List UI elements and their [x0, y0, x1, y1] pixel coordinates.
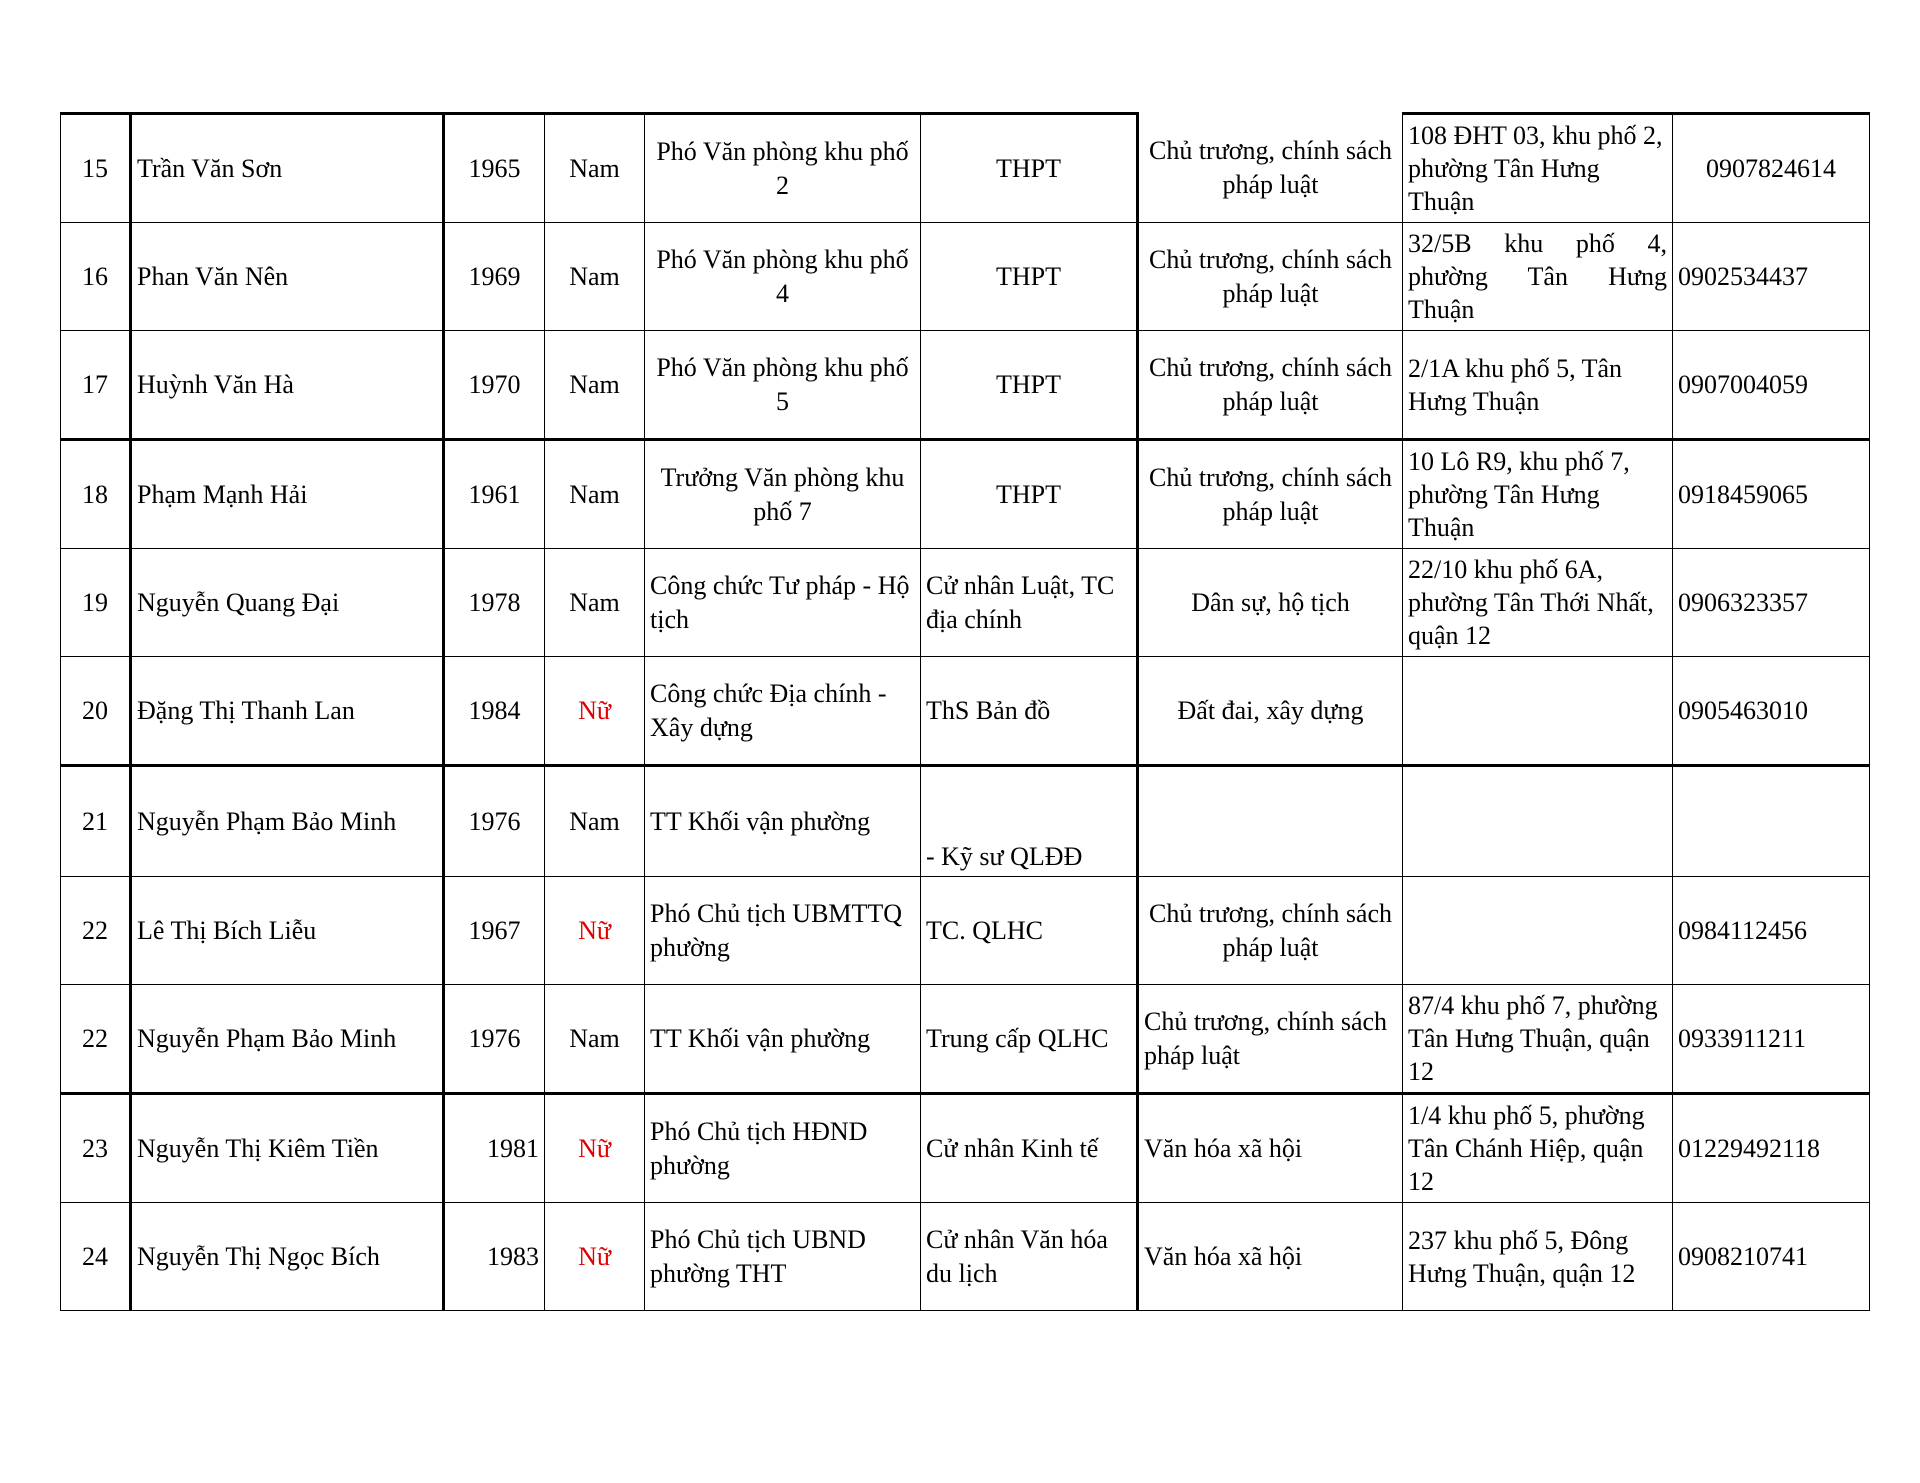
table-row — [61, 877, 1870, 985]
position: TT Khối vận phường — [645, 985, 921, 1094]
full-name: Huỳnh Văn Hà — [131, 331, 444, 440]
gender: Nam — [545, 331, 645, 440]
full-name: Nguyễn Phạm Bảo Minh — [131, 985, 444, 1094]
position: Công chức Tư pháp - Hộ tịch — [645, 549, 921, 657]
gender: Nữ — [545, 657, 645, 766]
birth-year: 1961 — [444, 440, 545, 549]
education: THPT — [921, 440, 1138, 549]
gender: Nữ — [545, 1203, 645, 1311]
full-name: Lê Thị Bích Liễu — [131, 877, 444, 985]
specialty-field: Chủ trương, chính sách pháp luật — [1138, 985, 1403, 1094]
personnel-table — [60, 112, 1870, 1311]
full-name: Nguyễn Thị Kiêm Tiền — [131, 1094, 444, 1203]
education: Trung cấp QLHC — [921, 985, 1138, 1094]
address — [1403, 657, 1673, 766]
specialty-field: Dân sự, hộ tịch — [1138, 549, 1403, 657]
education: THPT — [921, 223, 1138, 331]
table-row — [61, 331, 1870, 440]
table-row — [61, 1203, 1870, 1311]
gender: Nam — [545, 114, 645, 223]
table-row — [61, 223, 1870, 331]
position: Phó Chủ tịch UBND phường THT — [645, 1203, 921, 1311]
row-number: 17 — [61, 331, 131, 440]
row-number: 23 — [61, 1094, 131, 1203]
address — [1403, 766, 1673, 877]
table-row — [61, 1094, 1870, 1203]
education: Cử nhân Kinh tế — [921, 1094, 1138, 1203]
position: Phó Văn phòng khu phố 4 — [645, 223, 921, 331]
gender: Nam — [545, 223, 645, 331]
specialty-field: Chủ trương, chính sách pháp luật — [1138, 223, 1403, 331]
birth-year: 1984 — [444, 657, 545, 766]
full-name: Nguyễn Thị Ngọc Bích — [131, 1203, 444, 1311]
row-number: 18 — [61, 440, 131, 549]
gender: Nam — [545, 766, 645, 877]
specialty-field: Văn hóa xã hội — [1138, 1203, 1403, 1311]
table-row — [61, 985, 1870, 1094]
birth-year: 1970 — [444, 331, 545, 440]
birth-year: 1983 — [444, 1203, 545, 1311]
row-number: 20 — [61, 657, 131, 766]
table-row — [61, 766, 1870, 877]
education: TC. QLHC — [921, 877, 1138, 985]
birth-year: 1969 — [444, 223, 545, 331]
birth-year: 1976 — [444, 985, 545, 1094]
phone-number: 0902534437 — [1673, 223, 1870, 331]
specialty-field — [1138, 766, 1403, 877]
phone-number: 0907824614 — [1673, 114, 1870, 223]
birth-year: 1976 — [444, 766, 545, 877]
education: Cử nhân Luật, TC địa chính — [921, 549, 1138, 657]
specialty-field: Chủ trương, chính sách pháp luật — [1138, 440, 1403, 549]
education: Cử nhân Văn hóa du lịch — [921, 1203, 1138, 1311]
full-name: Nguyễn Phạm Bảo Minh — [131, 766, 444, 877]
full-name: Đặng Thị Thanh Lan — [131, 657, 444, 766]
address: 237 khu phố 5, Đông Hưng Thuận, quận 12 — [1403, 1203, 1673, 1311]
gender: Nam — [545, 549, 645, 657]
row-number: 22 — [61, 877, 131, 985]
birth-year: 1965 — [444, 114, 545, 223]
specialty-field: Chủ trương, chính sách pháp luật — [1138, 877, 1403, 985]
row-number: 22 — [61, 985, 131, 1094]
address: 10 Lô R9, khu phố 7, phường Tân Hưng Thuận — [1403, 440, 1673, 549]
specialty-field: Văn hóa xã hội — [1138, 1094, 1403, 1203]
table-row — [61, 114, 1870, 223]
address: 1/4 khu phố 5, phường Tân Chánh Hiệp, quận 12 — [1403, 1094, 1673, 1203]
specialty-field: Chủ trương, chính sách pháp luật — [1138, 114, 1403, 223]
phone-number: 0905463010 — [1673, 657, 1870, 766]
gender: Nam — [545, 440, 645, 549]
gender: Nam — [545, 985, 645, 1094]
full-name: Phan Văn Nên — [131, 223, 444, 331]
table-row — [61, 549, 1870, 657]
education: THPT — [921, 114, 1138, 223]
position: Công chức Địa chính - Xây dựng — [645, 657, 921, 766]
gender: Nữ — [545, 877, 645, 985]
phone-number: 0933911211 — [1673, 985, 1870, 1094]
specialty-field: Chủ trương, chính sách pháp luật — [1138, 331, 1403, 440]
full-name: Nguyễn Quang Đại — [131, 549, 444, 657]
education: - Kỹ sư QLĐĐ — [921, 766, 1138, 877]
row-number: 19 — [61, 549, 131, 657]
birth-year: 1981 — [444, 1094, 545, 1203]
full-name: Trần Văn Sơn — [131, 114, 444, 223]
birth-year: 1967 — [444, 877, 545, 985]
address: 87/4 khu phố 7, phường Tân Hưng Thuận, quận 12 — [1403, 985, 1673, 1094]
specialty-field: Đất đai, xây dựng — [1138, 657, 1403, 766]
row-number: 15 — [61, 114, 131, 223]
position: Phó Chủ tịch UBMTTQ phường — [645, 877, 921, 985]
full-name: Phạm Mạnh Hải — [131, 440, 444, 549]
phone-number: 0908210741 — [1673, 1203, 1870, 1311]
education: THPT — [921, 331, 1138, 440]
address: 2/1A khu phố 5, Tân Hưng Thuận — [1403, 331, 1673, 440]
phone-number — [1673, 766, 1870, 877]
phone-number: 0918459065 — [1673, 440, 1870, 549]
row-number: 24 — [61, 1203, 131, 1311]
address: 108 ĐHT 03, khu phố 2, phường Tân Hưng Thuận — [1403, 114, 1673, 223]
education: ThS Bản đồ — [921, 657, 1138, 766]
phone-number: 0906323357 — [1673, 549, 1870, 657]
position: Trưởng Văn phòng khu phố 7 — [645, 440, 921, 549]
position: Phó Văn phòng khu phố 2 — [645, 114, 921, 223]
address — [1403, 877, 1673, 985]
row-number: 16 — [61, 223, 131, 331]
phone-number: 0907004059 — [1673, 331, 1870, 440]
phone-number: 01229492118 — [1673, 1094, 1870, 1203]
birth-year: 1978 — [444, 549, 545, 657]
row-number: 21 — [61, 766, 131, 877]
address: 32/5B khu phố 4, phường Tân Hưng Thuận — [1403, 223, 1673, 331]
table-row — [61, 657, 1870, 766]
address: 22/10 khu phố 6A, phường Tân Thới Nhất, quận 12 — [1403, 549, 1673, 657]
gender: Nữ — [545, 1094, 645, 1203]
table-row — [61, 440, 1870, 549]
position: TT Khối vận phường — [645, 766, 921, 877]
position: Phó Văn phòng khu phố 5 — [645, 331, 921, 440]
phone-number: 0984112456 — [1673, 877, 1870, 985]
position: Phó Chủ tịch HĐND phường — [645, 1094, 921, 1203]
